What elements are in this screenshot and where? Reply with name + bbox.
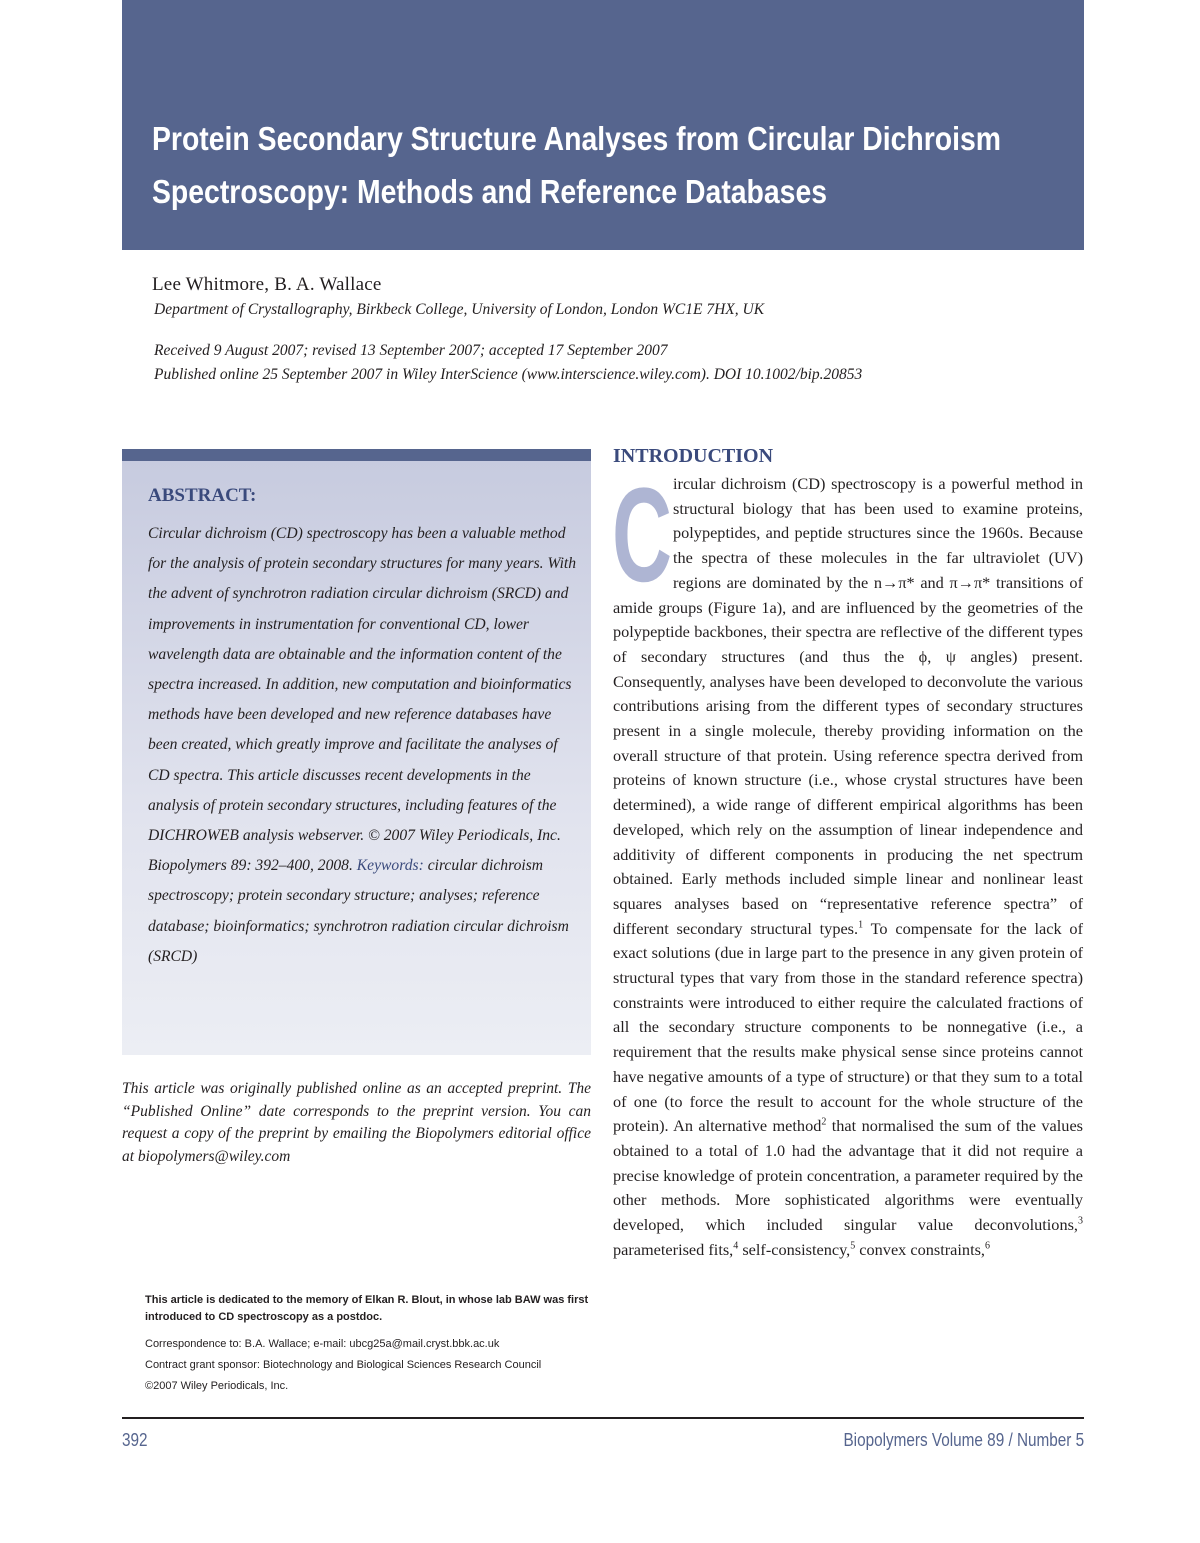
affiliation: Department of Crystallography, Birkbeck College, University of London, London WC1E 7HX, UK	[154, 301, 765, 318]
keywords: circular dichroism spectroscopy; protein secondary structure; analyses; reference database; bioinformatics; synchrotron radiation circular dichroism (SRCD)	[148, 857, 569, 965]
reference-2[interactable]: 2	[821, 1116, 827, 1128]
authors: Lee Whitmore, B. A. Wallace	[152, 274, 382, 295]
received-dates: Received 9 August 2007; revised 13 September 2007; accepted 17 September 2007	[154, 342, 668, 359]
intro-segment-3: that normalised the sum of the values obtained to a total of 1.0 had the advantage that it did not require a precise knowledge of protein concentration, a parameter required by the other methods. More sophisticated algorithms were eventually developed, which included singular value deconvolutions,	[613, 1116, 1084, 1235]
preprint-note: This article was originally published online as an accepted preprint. The “Published Online” date corresponds to the preprint version. You can request a copy of the preprint by emailing the Biopolymers editorial office at biopolymers@wiley.com	[122, 1080, 591, 1165]
intro-segment-5: self-consistency,	[738, 1239, 851, 1259]
copyright-note: ©2007 Wiley Periodicals, Inc.	[145, 1380, 289, 1392]
first-page-footnotes	[145, 1292, 590, 1395]
drop-cap: C	[612, 461, 673, 610]
abstract-heading: ABSTRACT:	[148, 485, 257, 506]
reference-6[interactable]: 6	[985, 1240, 990, 1252]
keywords-label: Keywords:	[356, 857, 424, 875]
reference-4[interactable]: 4	[733, 1240, 739, 1252]
dedication-note: This article is dedicated to the memory of Elkan R. Blout, in whose lab BAW was first introduced to CD spectroscopy as a postdoc.	[145, 1294, 589, 1323]
abstract-body: Circular dichroism (CD) spectroscopy has been a valuable method for the analysis of protein secondary structures for many years. With the advent of synchrotron radiation circular dichroism (SRCD) and improvements in instrumentation for conventional CD, lower wavelength data are obtainable and the information content of the spectra increased. In addition, new computation and bioinformatics methods have been developed and new reference databases have been created, which greatly improve and facilitate the analyses of CD spectra. This article discusses recent developments in the analysis of protein secondary structures, including features of the DICHROWEB analysis webserver. © 2007 Wiley Periodicals, Inc. Biopolymers 89: 392–400, 2008.	[148, 525, 577, 875]
article-title	[152, 112, 1002, 218]
reference-1[interactable]: 1	[858, 919, 864, 931]
introduction-heading: INTRODUCTION	[613, 445, 774, 467]
title-line-1: Protein Secondary Structure Analyses from Circular Dichroism	[152, 120, 1002, 157]
intro-segment-2: To compensate for the lack of exact solutions (due in large part to the presence in any given protein of structural types that vary from those in the standard reference spectra) constraints were introduced to either require the calculated fractions of all the secondary structure components to be nonnegative (i.e., a requirement that the results make physical sense since proteins cannot have negative amounts of a type of structure) or that they sum to a total of one (to force the result to account for the whole structure of the protein). An alternative method	[613, 918, 1083, 1136]
correspondence-note: Correspondence to: B.A. Wallace; e-mail: ubcg25a@mail.cryst.bbk.ac.uk	[145, 1338, 500, 1350]
intro-segment-4: parameterised fits,	[613, 1239, 734, 1259]
abstract-box	[122, 449, 591, 1055]
footer-rule	[122, 1417, 1084, 1419]
reference-5[interactable]: 5	[850, 1240, 856, 1252]
reference-3[interactable]: 3	[1078, 1215, 1083, 1227]
introduction-text	[613, 472, 1083, 1263]
publication-info: Published online 25 September 2007 in Wiley InterScience (www.interscience.wiley.com). DOI 10.1002/bip.20853	[154, 366, 863, 383]
grant-sponsor-note: Contract grant sponsor: Biotechnology and Biological Sciences Research Council	[145, 1359, 542, 1371]
intro-segment-6: convex constraints,	[855, 1239, 985, 1259]
title-line-2: Spectroscopy: Methods and Reference Databases	[152, 173, 828, 210]
page-number: 392	[122, 1430, 148, 1450]
journal-footer: Biopolymers Volume 89 / Number 5	[843, 1430, 1084, 1450]
abstract-text	[148, 519, 580, 972]
intro-segment-1: ircular dichroism (CD) spectroscopy is a powerful method in structural biology that has been used to examine proteins, polypeptides, and peptide structures since the 1960s. Because the spectra of these molecules in the far ultraviolet (UV) regions are dominated by the n→π* and π→π* transitions of amide groups (Figure 1a), and are influenced by the geometries of the polypeptide backbones, their spectra are reflective of the different types of secondary structures (and thus the ϕ, ψ angles) present. Consequently, analyses have been developed to deconvolute the various contributions arising from the different types of secondary structures present in a single molecule, thereby providing information on the overall structure of that protein. Using reference spectra derived from proteins of known structure (i.e., whose crystal structures have been determined), a wide range of different empirical algorithms has been developed, which rely on the assumption of linear independence and additivity of different components in producing the net spectrum obtained. Early methods included simple linear and nonlinear least squares analyses based on “representative reference spectra” of different secondary structural types.	[613, 474, 1083, 938]
